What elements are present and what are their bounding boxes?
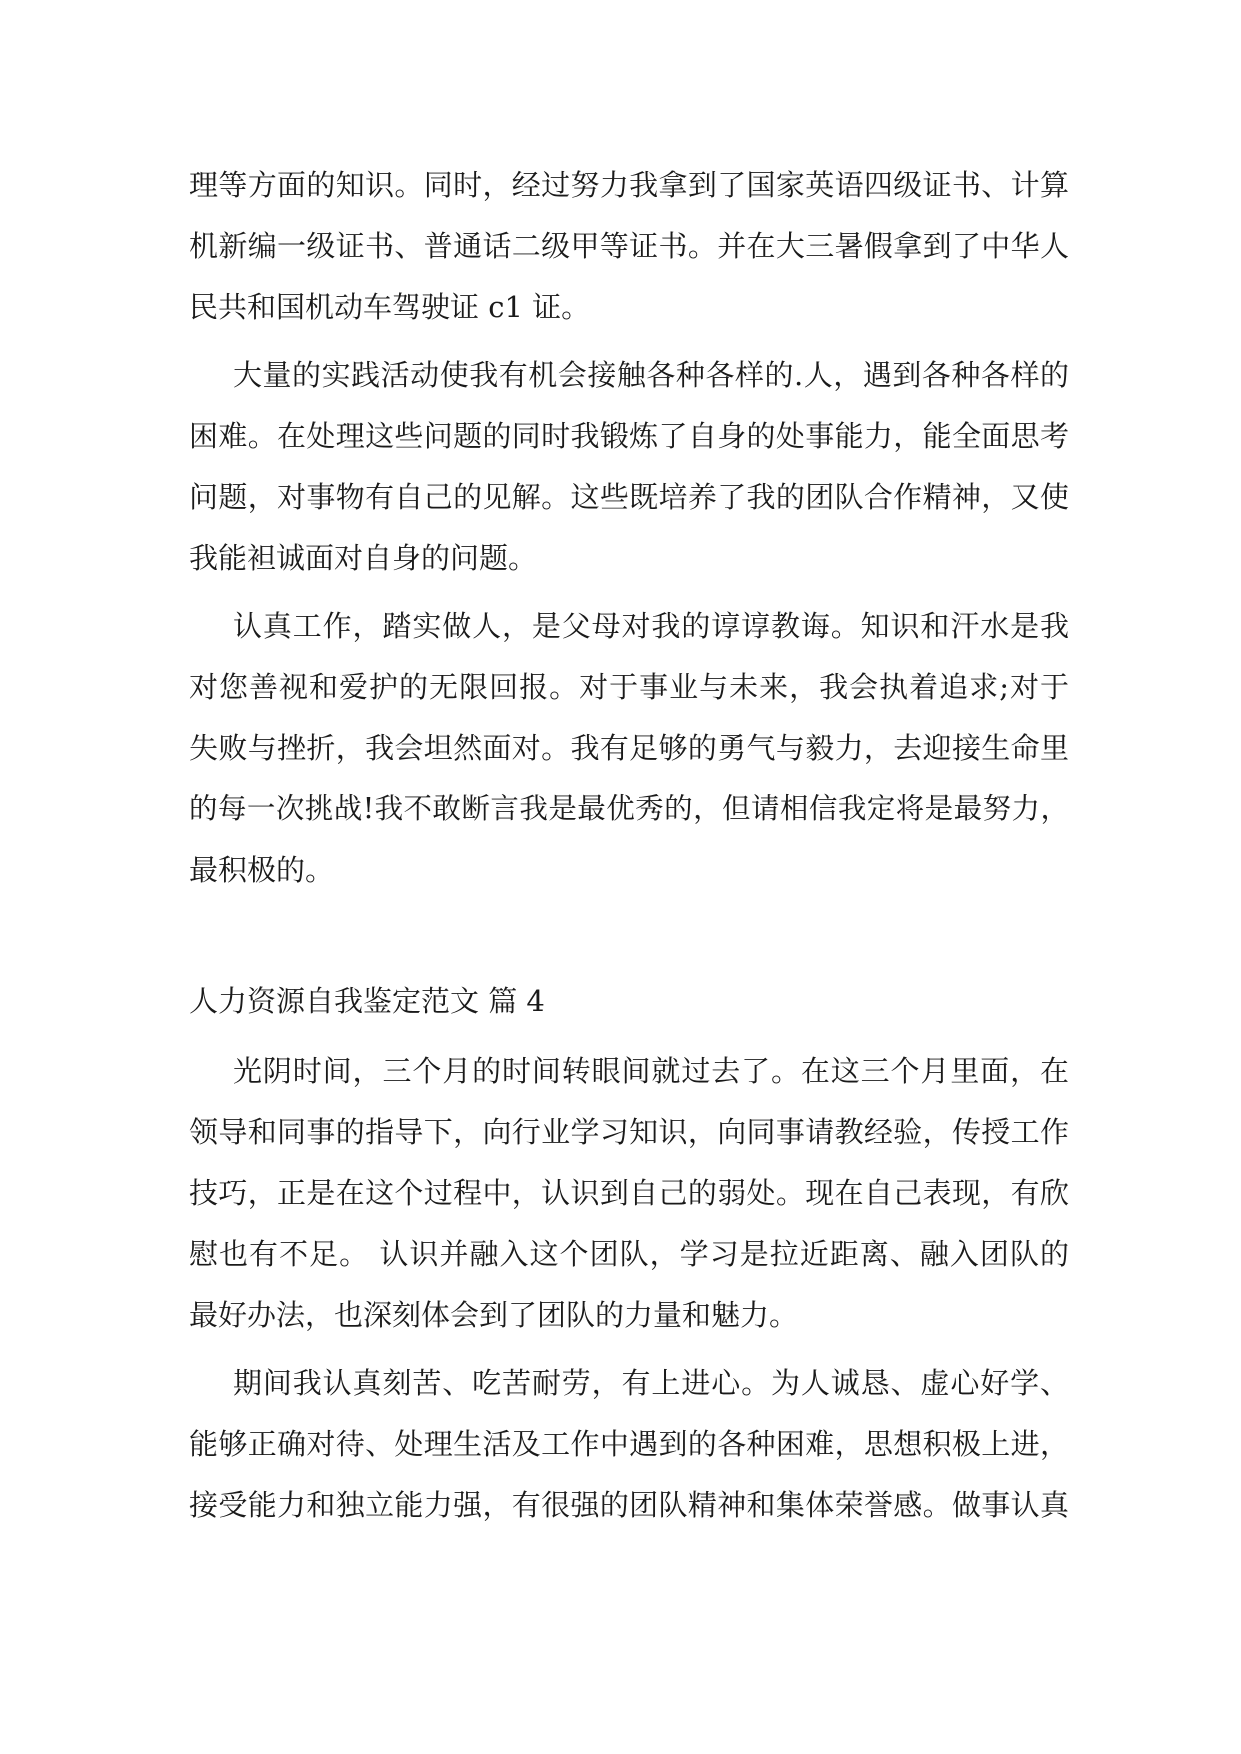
text-line: 技巧，正是在这个过程中，认识到自己的弱处。现在自己表现，有欣 [189, 1176, 1069, 1210]
paragraph-first-line: 认真工作，踏实做人，是父母对我的谆谆教诲。知识和汗水是我 [233, 609, 1069, 643]
paragraph-first-line: 光阴时间，三个月的时间转眼间就过去了。在这三个月里面，在 [233, 1054, 1069, 1088]
text-line: 失败与挫折，我会坦然面对。我有足够的勇气与毅力，去迎接生命里 [189, 731, 1069, 765]
text-line: 慰也有不足。 认识并融入这个团队，学习是拉近距离、融入团队的 [189, 1237, 1069, 1271]
text-line: 机新编一级证书、普通话二级甲等证书。并在大三暑假拿到了中华人 [189, 229, 1069, 263]
text-line: 最好办法，也深刻体会到了团队的力量和魅力。 [189, 1298, 799, 1332]
text-line: 接受能力和独立能力强，有很强的团队精神和集体荣誉感。做事认真 [189, 1488, 1069, 1522]
text-line: 民共和国机动车驾驶证 c1 证。 [189, 290, 591, 324]
text-line: 的每一次挑战!我不敢断言我是最优秀的，但请相信我定将是最努力， [189, 792, 1069, 825]
text-line: 最积极的。 [189, 853, 335, 887]
section-heading: 人力资源自我鉴定范文 篇 4 [189, 984, 545, 1018]
text-line: 理等方面的知识。同时，经过努力我拿到了国家英语四级证书、计算 [189, 168, 1069, 202]
paragraph-first-line: 期间我认真刻苦、吃苦耐劳，有上进心。为人诚恳、虚心好学、 [233, 1366, 1069, 1400]
text-line: 对您善视和爱护的无限回报。对于事业与未来，我会执着追求;对于 [189, 670, 1069, 704]
text-line: 领导和同事的指导下，向行业学习知识，向同事请教经验，传授工作 [189, 1115, 1069, 1149]
text-line: 能够正确对待、处理生活及工作中遇到的各种困难，思想积极上进， [189, 1427, 1069, 1461]
text-line: 我能袒诚面对自身的问题。 [189, 541, 538, 575]
text-line: 问题，对事物有自己的见解。这些既培养了我的团队合作精神，又使 [189, 480, 1069, 514]
text-line: 困难。在处理这些问题的同时我锻炼了自身的处事能力，能全面思考 [189, 419, 1069, 453]
paragraph-first-line: 大量的实践活动使我有机会接触各种各样的.人，遇到各种各样的 [233, 358, 1069, 392]
